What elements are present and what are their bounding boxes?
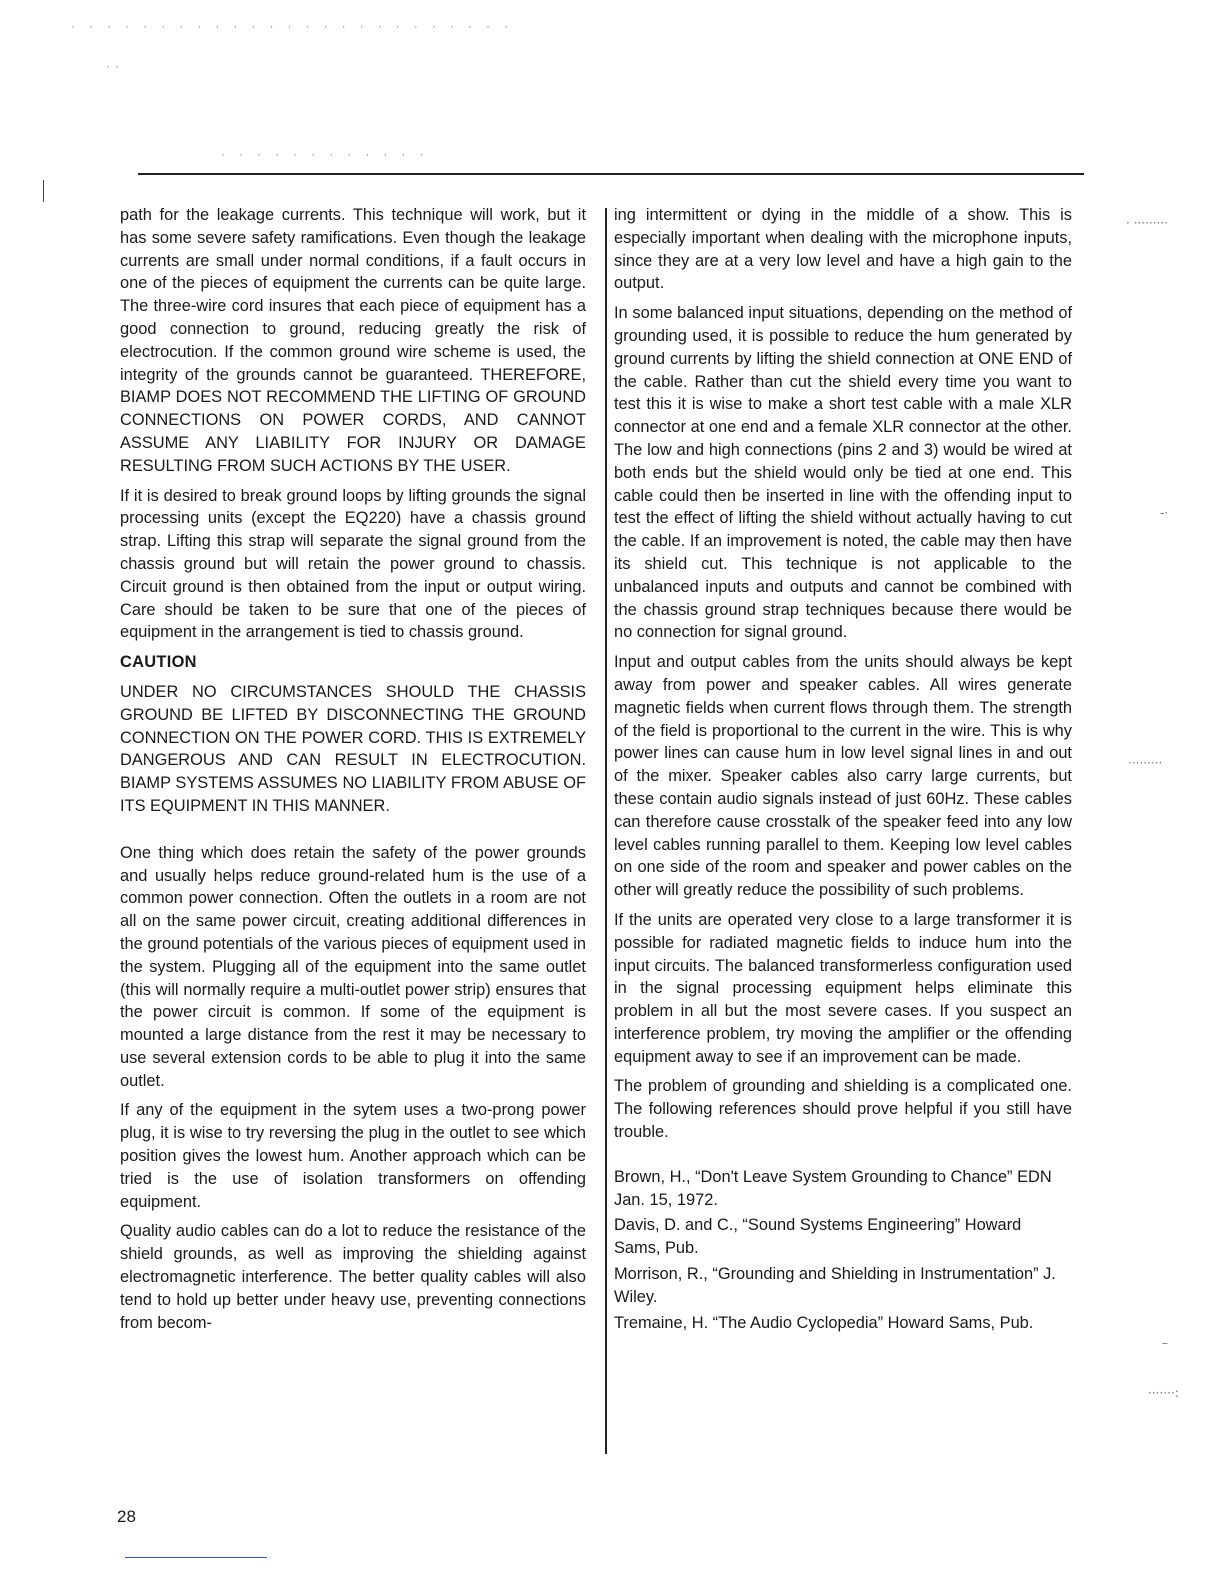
reference-item: Brown, H., “Don't Leave System Grounding to Chance” EDN Jan. 15, 1972. <box>614 1167 1052 1209</box>
page-number: 28 <box>117 1507 136 1526</box>
reference-item: Morrison, R., “Grounding and Shielding in Instrumentation” J. Wiley. <box>614 1265 1056 1306</box>
paragraph: Quality audio cables can do a lot to reduce the resistance of the shield grounds, as well as improving the shielding against electromagnetic interference. The better quality cables will also tend to hold up better under heavy use, preventing connections from becom- <box>120 1222 586 1332</box>
caution-heading: CAUTION <box>120 653 197 672</box>
paragraph: In some balanced input situations, depending on the method of grounding used, it is possible to reduce the hum generated by ground currents by lifting the shield connection at ONE END of the cable. Rather than cut the shield every time you want to test this it is wise to make a short test cable with a male XLR connector at one end and a female XLR connector at the other. The low and high connections (pins 2 and 3) would be wired at both ends but the shield would only be tied at one end. This cable could then be inserted in line with the offending input to test the effect of lifting the shield without actually having to cut the cable. If an improvement is noted, the cable may then have its shield cut. This technique is not applicable to the unbalanced inputs and outputs and cannot be combined with the chassis ground strap techniques because there would be no connection for signal ground. <box>614 304 1072 642</box>
bottom-rule <box>125 1557 267 1558</box>
scan-noise-2: · · · · · · · · · · · · <box>220 150 428 161</box>
margin-mark: -· <box>1160 506 1169 520</box>
scan-edge-mark <box>43 180 44 202</box>
paragraph: If it is desired to break ground loops by lifting grounds the signal processing units (except the EQ220) have a chassis ground strap. Lifting this strap will separate the signal ground from the chassis ground but will retain the power ground to chassis. Circuit ground is then obtained from the input or output wiring. Care should be taken to be sure that one of the pieces of equipment in the arrangement is tied to chassis ground. <box>120 486 586 642</box>
paragraph: ing intermittent or dying in the middle of a show. This is especially important when dealing with the microphone inputs, since they are at a very low level and have a high gain to the output. <box>614 206 1072 293</box>
margin-mark: ········· <box>1128 756 1163 770</box>
margin-mark: – <box>1162 1336 1168 1350</box>
references-list <box>614 1166 1072 1335</box>
paragraph: If any of the equipment in the sytem uses a two-prong power plug, it is wise to try reversing the plug in the outlet to see which position gives the lowest hum. Another approach which can be tried is the use of isolation transformers on offending equipment. <box>120 1101 586 1211</box>
caution-body: UNDER NO CIRCUMSTANCES SHOULD THE CHASSIS GROUND BE LIFTED BY DISCONNECTING THE GROUND CONNECTION ON THE POWER CORD. THIS IS EXTREMELY DANGEROUS AND CAN RESULT IN ELECTROCUTION. BIAMP SYSTEMS ASSUMES NO LIABILITY FROM ABUSE OF ITS EQUIPMENT IN THIS MANNER. <box>120 682 586 815</box>
paragraph: One thing which does retain the safety of the power grounds and usually helps reduce ground-related hum is the use of a common power connection. Often the outlets in a room are not all on the same power circuit, creating additional differences in the ground potentials of the various pieces of equipment used in the system. Plugging all of the equipment into the same outlet (this will normally require a multi-outlet power strip) ensures that the power circuit is common. If some of the equipment is mounted a large distance from the rest it may be necessary to use several extension cords to be able to plug it into the same outlet. <box>120 843 586 1090</box>
paragraph: path for the leakage currents. This technique will work, but it has some severe safety ramifications. Even though the leakage currents are small under normal conditions, if a fault occurs in one of the pieces of equipment the currents can be quite large. The three-wire cord insures that each piece of equipment has a good connection to ground, reducing greatly the risk of electrocution. If the common ground wire scheme is used, the integrity of the grounds cannot be guaranteed. THEREFORE, BIAMP DOES NOT RECOMMEND THE LIFTING OF GROUND CONNECTIONS ON POWER CORDS, AND CANNOT ASSUME ANY LIABILITY FOR INJURY OR DAMAGE RESULTING FROM SUCH ACTIONS BY THE USER. <box>120 206 586 475</box>
column-divider <box>605 208 607 1454</box>
left-column <box>120 204 586 1341</box>
scan-noise: · · · · · · · · · · · · · · · · · · · · · · · · · <box>70 22 513 33</box>
paragraph: The problem of grounding and shielding is a complicated one. The following references should prove helpful if you still have trouble. <box>614 1077 1072 1142</box>
paragraph: If the units are operated very close to a large transformer it is possible for radiated magnetic fields to induce hum into the input circuits. The balanced transformerless configuration used in the signal processing equipment helps eliminate this problem in all but the most severe cases. If you suspect an interference problem, try moving the amplifier or the offending equipment away to see if an improvement can be made. <box>614 910 1072 1066</box>
reference-item: Davis, D. and C., “Sound Systems Engineering” Howard Sams, Pub. <box>614 1216 1022 1258</box>
right-column <box>614 204 1072 1337</box>
margin-mark: · ········· <box>1126 216 1168 230</box>
paragraph: Input and output cables from the units should always be kept away from power and speaker cables. All wires generate magnetic fields when current flows through them. The strength of the field is proportional to the current in the wire. This is why power lines can cause hum in low level signal lines in and out of the mixer. Speaker cables also carry large currents, but these contain audio signals instead of just 60Hz. These cables can therefore cause crosstalk of the speaker feed into any low level cables running parallel to them. Keeping low level cables on one side of the room and speaker and power cables on the other will greatly reduce the possibility of such problems. <box>614 653 1072 900</box>
reference-item: Tremaine, H. “The Audio Cyclopedia” Howard Sams, Pub. <box>614 1313 1034 1332</box>
top-rule <box>138 173 1084 175</box>
margin-mark: ·······: <box>1148 1386 1179 1400</box>
scan-noise-3: ·· <box>105 62 124 73</box>
